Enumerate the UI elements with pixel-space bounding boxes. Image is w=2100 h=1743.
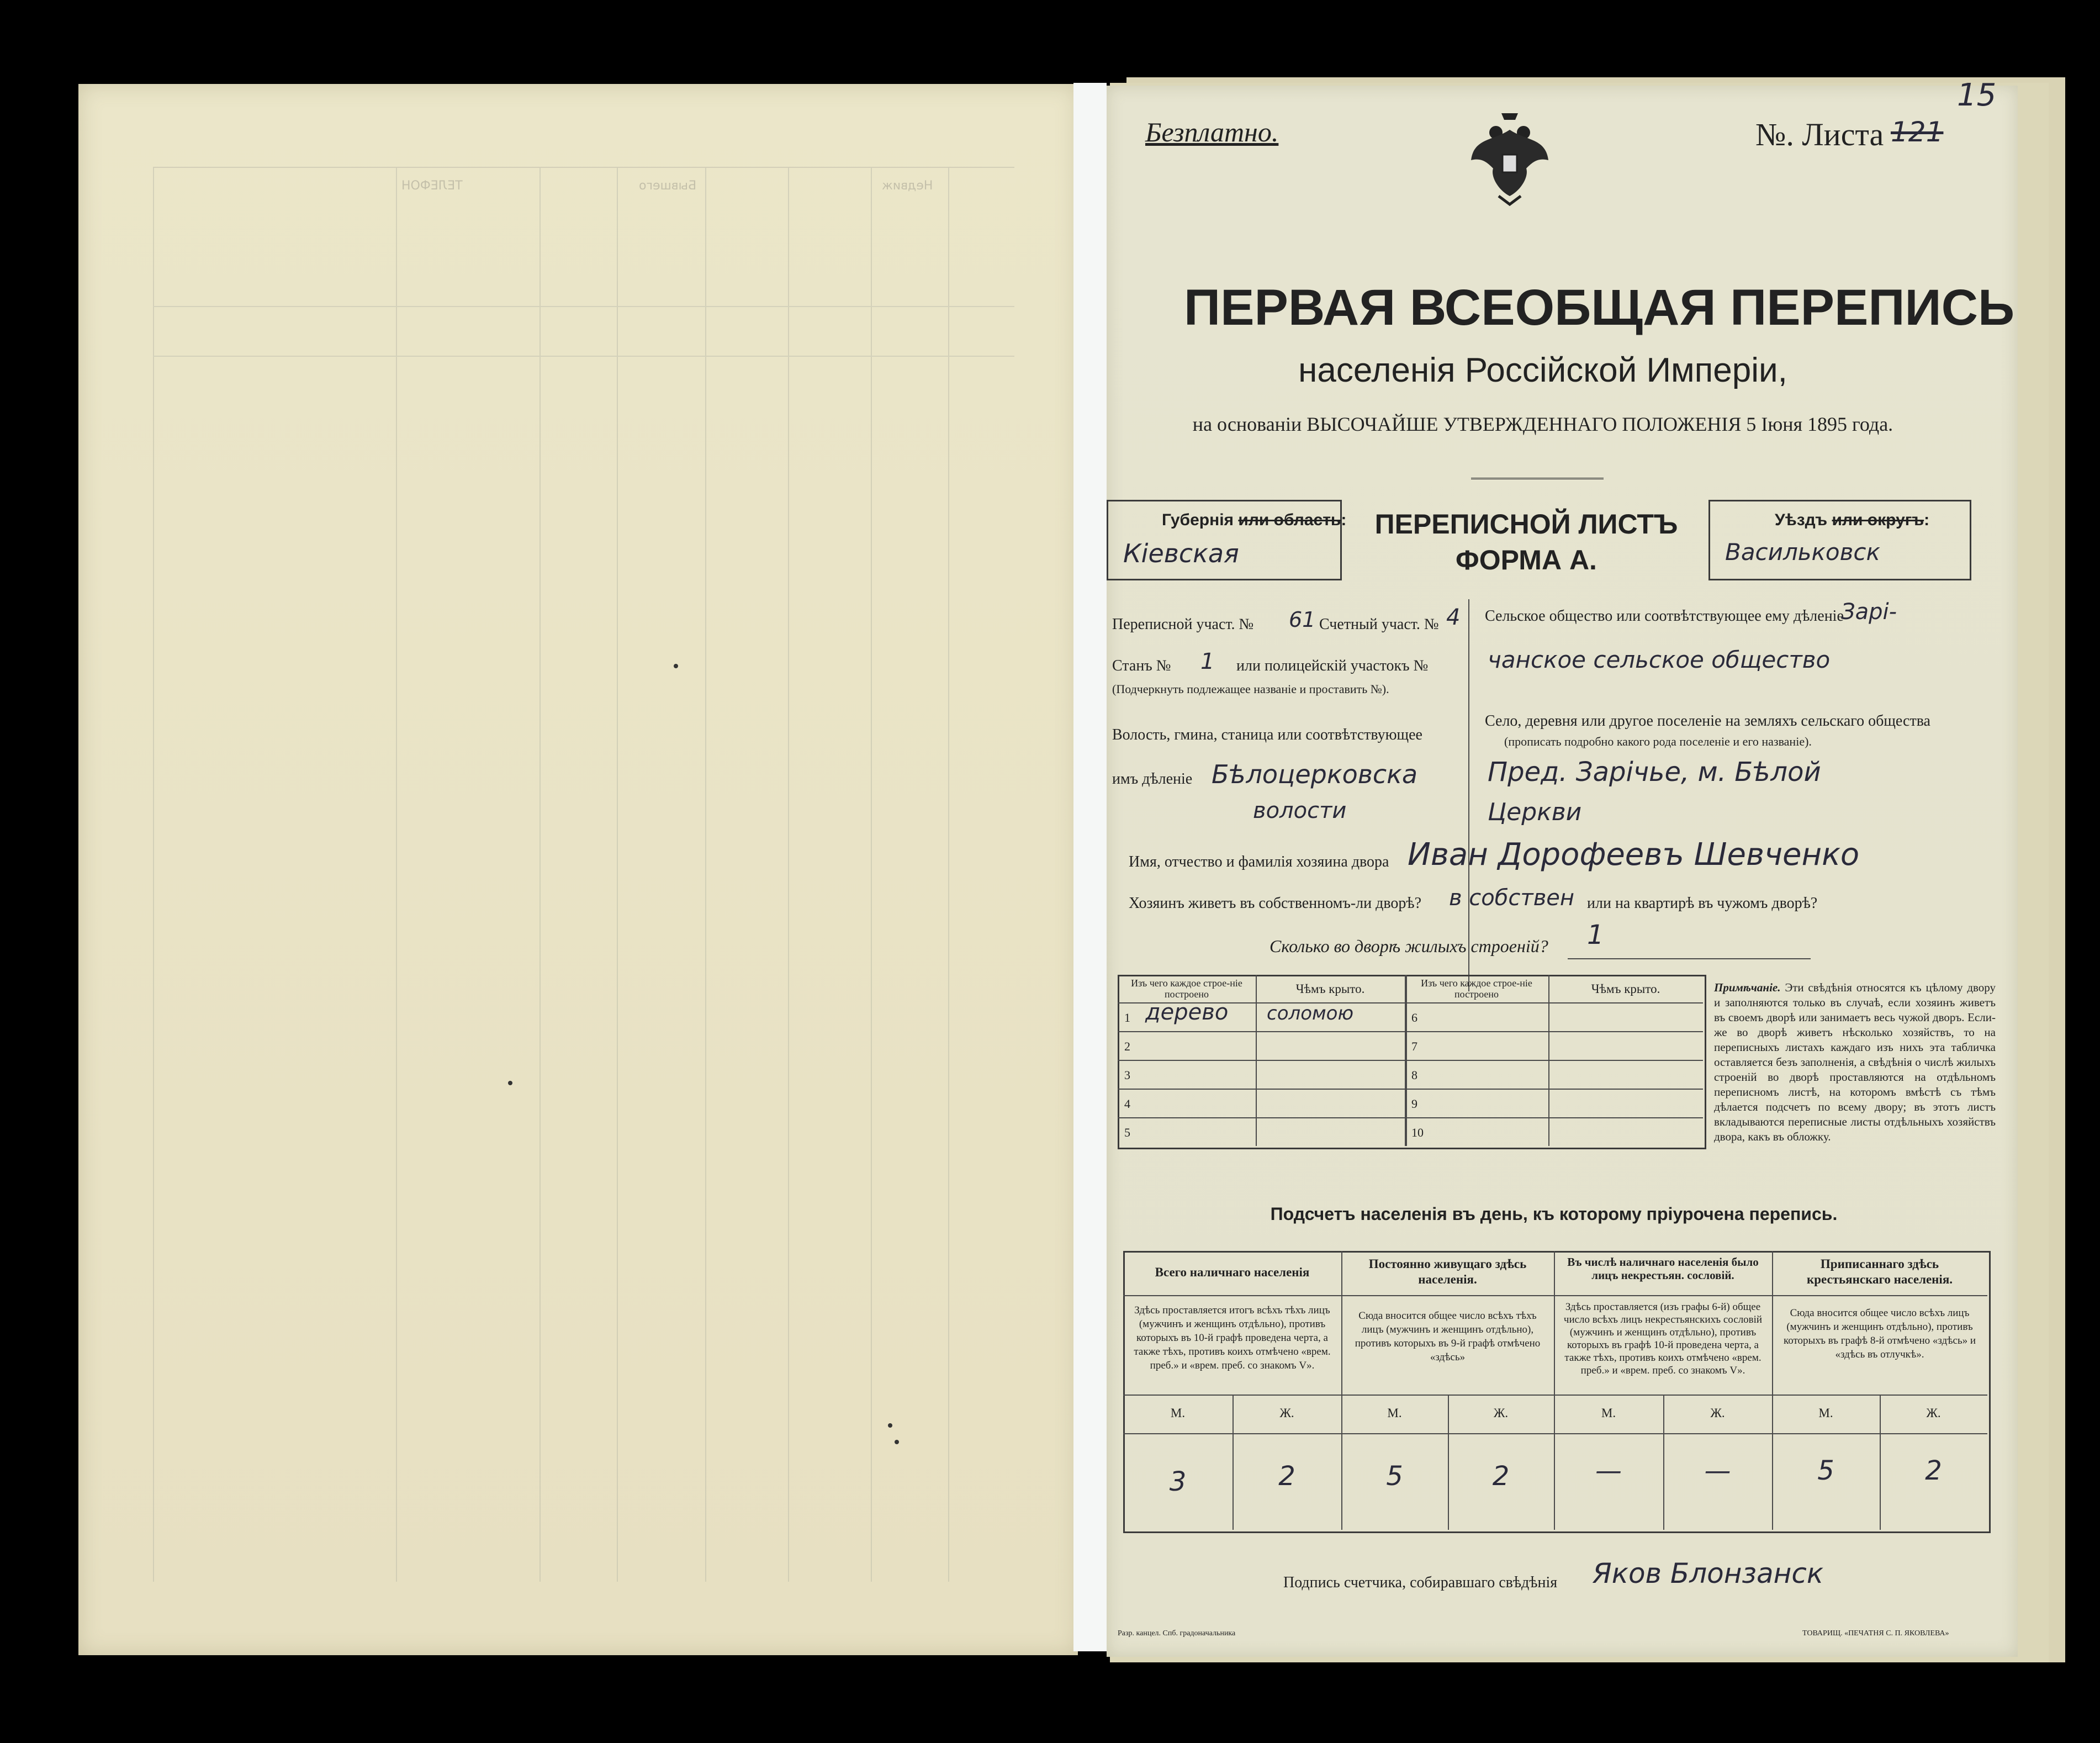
row-rule	[1118, 1031, 1703, 1032]
obshchestvo-label: Сельское общество или соотвѣтствующее ему дѣленіе	[1485, 608, 1844, 625]
pop-header-1: Всего наличнаго населенія	[1155, 1265, 1310, 1279]
buildings-underline	[1568, 958, 1811, 959]
sex-label: Ж.	[1493, 1406, 1509, 1420]
paper-speck	[888, 1423, 892, 1428]
population-title: Подсчетъ населенія въ день, къ которому пріурочена перепись.	[1270, 1204, 1838, 1224]
note-text: Эти свѣдѣнія относятся къ цѣлому двору и заполняются только въ случаѣ, если хозяинъ живетъ въ своемъ дворѣ или занимаетъ весь чужой дворъ. Если-же во дворѣ живетъ нѣсколько хозяйствъ, то на переписныхъ листахъ каждаго изъ нихъ эта табличка оставляется безъ заполненія, а свѣдѣнія о числѣ жилыхъ строеній во дворѣ проставляются на отдѣльномъ переписномъ листѣ, на которомъ вмѣстѣ съ тѣмъ дѣлается подсчетъ по всему двору; въ этотъ листъ вкладываются переписные листы отдѣльныхъ хозяйствъ двора, какъ въ обложку.	[1714, 981, 1996, 1143]
sheet-number-handwritten: 121	[1891, 116, 1944, 148]
stan-or-label: или полицейскій участокъ №	[1236, 657, 1429, 674]
uezd-label-colon: :	[1924, 511, 1930, 529]
schetny-value: 4	[1446, 605, 1461, 630]
signature-label: Подпись счетчика, собиравшаго свѣдѣнія	[1283, 1574, 1558, 1591]
guberniya-value: Кіевская	[1123, 538, 1239, 568]
owner-label: Имя, отчество и фамилія хозяина двора	[1129, 853, 1389, 870]
selo-label: Село, деревня или другое поселеніе на земляхъ сельскаго общества	[1485, 712, 1930, 730]
stan-label: Станъ №	[1112, 657, 1171, 674]
selo-note: (прописать подробно какого рода поселеніе и его названіе).	[1504, 735, 1812, 748]
schetny-label: Счетный участ. №	[1319, 616, 1439, 633]
corner-folio-number: 15	[1957, 77, 1997, 113]
bt-row-num: 9	[1411, 1097, 1417, 1111]
pop-header-4: Приписаннаго здѣсь крестьянскаго населенія.	[1806, 1257, 1953, 1286]
row-rule	[1123, 1395, 1987, 1396]
pop-value: 2	[1492, 1461, 1510, 1492]
uezd-label	[1775, 511, 1929, 530]
pop-value: 3	[1169, 1466, 1187, 1497]
pop-value: —	[1704, 1455, 1731, 1486]
stan-value: 1	[1200, 649, 1215, 674]
bt-col2-header: Чѣмъ крыто.	[1295, 982, 1365, 996]
pop-desc-3: Здѣсь проставляется (изъ графы 6-й) общее число всѣхъ лицъ некрестьянскихъ сословій (мужчинъ и женщинъ отдѣльно), противъ которыхъ въ графѣ 10-й проведена черта, а также тѣхъ, противъ коихъ отмѣчено «врем. преб.» и «врем. преб. со знакомъ V».	[1563, 1301, 1763, 1376]
volost-value: Бѣлоцерковска	[1212, 759, 1418, 789]
pop-value: 2	[1278, 1461, 1295, 1492]
bt-col1-header: Изъ чего каждое строе-ніе построено	[1131, 978, 1242, 1000]
paper-speck	[674, 664, 678, 668]
note-block	[1714, 980, 1996, 1144]
uchastok-label: Переписной участ. №	[1112, 616, 1254, 633]
row-rule	[1118, 1089, 1703, 1090]
sex-label: М.	[1601, 1406, 1616, 1420]
row-rule	[1123, 1295, 1987, 1296]
census-title: ПЕРВАЯ ВСЕОБЩАЯ ПЕРЕПИСЬ	[1184, 279, 2015, 336]
pop-desc-4: Сюда вносится общее число всѣхъ лицъ (мужчинъ и женщинъ отдѣльно), противъ которыхъ въ графѣ 8-й отмѣчено «здѣсь» и «здѣсь въ отлучкѣ».	[1783, 1307, 1976, 1360]
signature-value: Яков Блонзанск	[1593, 1557, 1824, 1589]
pop-value: 5	[1817, 1455, 1834, 1486]
left-page-blank-back	[78, 84, 1078, 1655]
pop-desc-2: Сюда вносится общее число всѣхъ тѣхъ лицъ (мужчинъ и женщинъ отдѣльно), противъ которыхъ въ 9-й графѣ отмѣчено «здѣсь»	[1355, 1310, 1541, 1363]
bt-row1-roof: соломою	[1267, 1002, 1354, 1024]
col-rule	[1772, 1251, 1773, 1530]
pop-value: 5	[1386, 1461, 1403, 1492]
obshchestvo-value-2: чанское сельское общество	[1488, 646, 1831, 673]
selo-value: Пред. Зарічье, м. Бѣлой	[1488, 757, 1821, 788]
census-form-page	[1107, 77, 2018, 1657]
sex-label: М.	[1387, 1406, 1402, 1420]
col-rule	[1554, 1251, 1555, 1530]
census-subtitle: населенія Россійской Имперіи,	[1298, 351, 1787, 389]
paper-speck	[895, 1440, 899, 1444]
bt-row-num: 10	[1411, 1126, 1424, 1139]
note-title: Примѣчаніе.	[1714, 981, 1781, 994]
owner-value: Иван Дорофеевъ Шевченко	[1408, 837, 1860, 873]
ghost-header-2: Бывшего	[639, 179, 697, 193]
pop-header-2: Постоянно живущаго здѣсь населенія.	[1368, 1257, 1527, 1286]
selo-value-2: Церкви	[1488, 798, 1582, 826]
bt-row-num: 2	[1124, 1039, 1130, 1053]
printer-imprint-left: Разр. канцел. Спб. градоначальника	[1118, 1629, 1236, 1638]
form-variant: ФОРМА А.	[1456, 545, 1597, 575]
buildings-value: 1	[1587, 920, 1604, 950]
uezd-label-struck: или округъ	[1832, 511, 1924, 529]
census-legal-basis: на основаніи ВЫСОЧАЙШЕ УТВЕРЖДЕННАГО ПОЛОЖЕНІЯ 5 Іюня 1895 года.	[1192, 413, 1893, 435]
bt-row-num: 4	[1124, 1097, 1130, 1111]
guberniya-label-struck: или область	[1238, 511, 1341, 529]
guberniya-label	[1162, 511, 1346, 530]
lives-label: Хозяинъ живетъ въ собственномъ-ли дворѣ?	[1129, 895, 1422, 912]
row-rule	[1118, 1060, 1703, 1061]
volost-label-2: имъ дѣленіе	[1112, 770, 1193, 788]
ghost-header-3: Недвиж	[882, 179, 933, 193]
uezd-value: Васильковск	[1725, 538, 1880, 566]
fields-divider	[1468, 599, 1469, 991]
bt-row1-material: дерево	[1145, 1000, 1229, 1025]
volost-value-2: волости	[1253, 798, 1347, 823]
bt-row-num: 3	[1124, 1068, 1130, 1082]
sex-label: Ж.	[1279, 1406, 1294, 1420]
form-title: ПЕРЕПИСНОЙ ЛИСТЪ	[1374, 509, 1678, 540]
gutter-strip	[1073, 83, 1107, 1651]
free-label: Безплатно.	[1145, 117, 1279, 147]
row-rule	[1118, 1117, 1703, 1118]
printer-imprint-right: ТОВАРИЩ. «ПЕЧАТНЯ С. П. ЯКОВЛЕВА»	[1802, 1629, 1949, 1638]
imperial-eagle-crest-icon	[1468, 108, 1551, 207]
stan-note: (Подчеркнуть подлежащее названіе и проставить №).	[1112, 682, 1389, 696]
guberniya-label-word: Губернія	[1162, 511, 1234, 529]
uchastok-value: 61	[1289, 608, 1316, 632]
sex-label: Ж.	[1710, 1406, 1725, 1420]
lives-value: в собствен	[1449, 885, 1575, 911]
sex-label: М.	[1818, 1406, 1833, 1420]
lives-label-2: или на квартирѣ въ чужомъ дворѣ?	[1587, 895, 1818, 912]
guberniya-label-colon: :	[1341, 511, 1347, 529]
bt-row-num: 5	[1124, 1126, 1130, 1139]
volost-label: Волость, гмина, станица или соотвѣтствующее	[1112, 726, 1422, 743]
pop-desc-1: Здѣсь проставляется итогъ всѣхъ тѣхъ лицъ (мужчинъ и женщинъ отдѣльно), противъ которыхъ въ 10-й графѣ проведена черта, а также тѣхъ, противъ коихъ отмѣчено «врем. преб.» и «врем. преб. со знакомъ V».	[1134, 1304, 1331, 1371]
pop-header-3: Въ числѣ наличнаго населенія было лицъ некрестьян. сословій.	[1567, 1255, 1759, 1282]
pop-value: —	[1595, 1455, 1622, 1486]
bt-col3-header: Изъ чего каждое строе-ніе построено	[1421, 978, 1532, 1000]
bt-col4-header: Чѣмъ крыто.	[1591, 982, 1660, 996]
ornament-divider	[1471, 478, 1604, 479]
bt-row-num: 7	[1411, 1039, 1417, 1053]
ghost-header-1: ТЕЛЕФОН	[401, 179, 463, 193]
sheet-number-label: №. Листа	[1755, 117, 1884, 152]
row-rule	[1123, 1433, 1987, 1434]
bt-row-num: 1	[1124, 1011, 1130, 1024]
obshchestvo-value: Зарі-	[1841, 599, 1897, 625]
bt-row-num: 8	[1411, 1068, 1417, 1082]
show-through-grid	[153, 167, 1014, 1582]
uezd-label-word: Уѣздъ	[1775, 511, 1828, 529]
sex-label: Ж.	[1926, 1406, 1941, 1420]
paper-speck	[508, 1081, 512, 1085]
sex-label: М.	[1170, 1406, 1186, 1420]
pop-value: 2	[1925, 1455, 1942, 1486]
buildings-label: Сколько во дворѣ жилыхъ строеній?	[1269, 936, 1548, 956]
bt-row-num: 6	[1411, 1011, 1417, 1024]
